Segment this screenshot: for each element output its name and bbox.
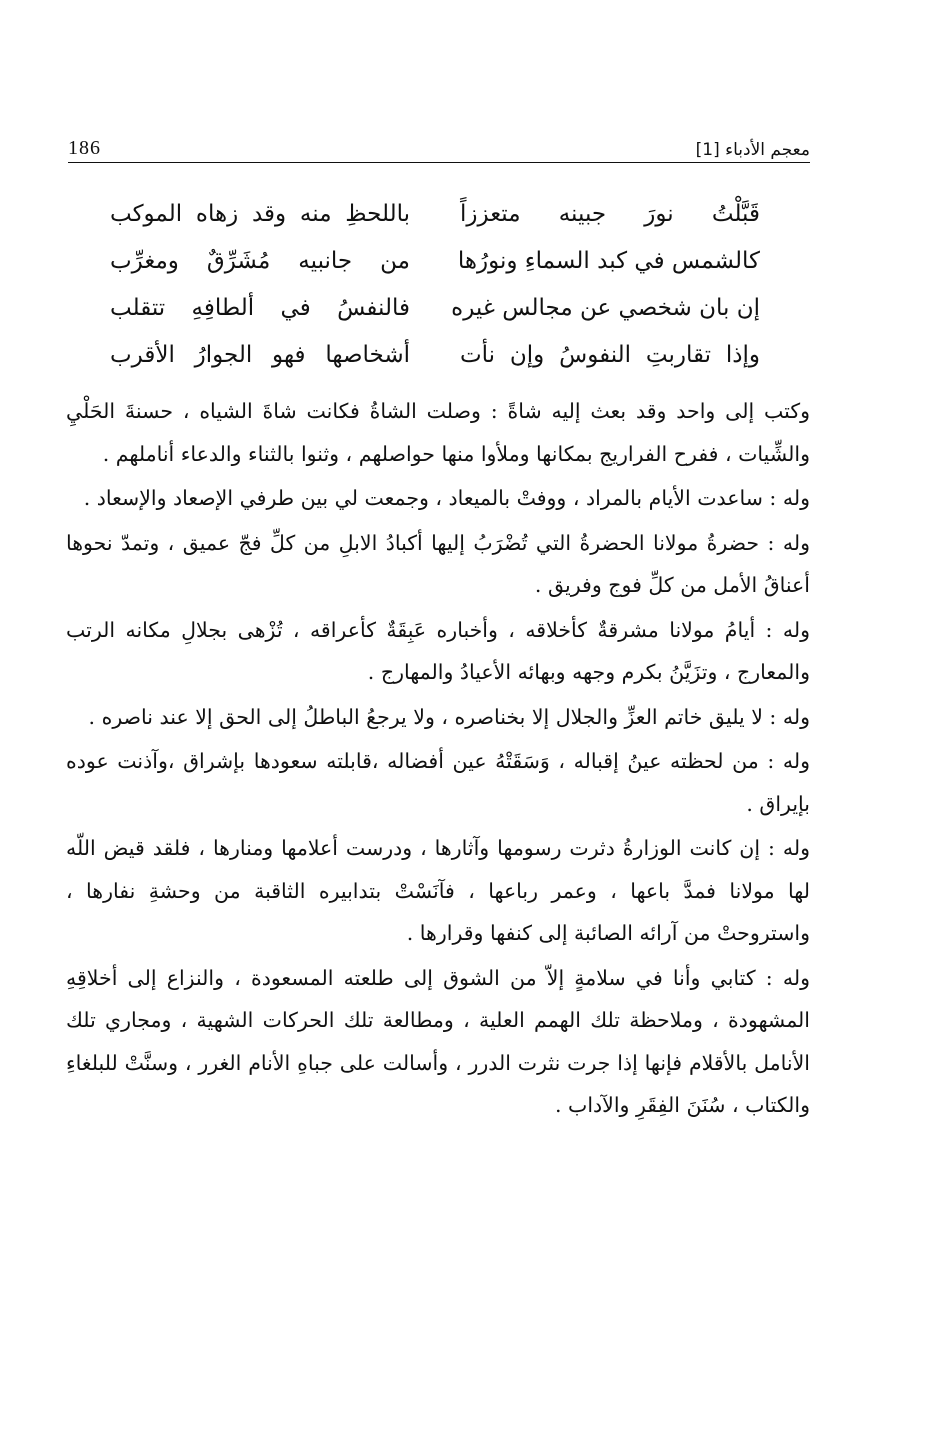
- prose-body: [66, 390, 810, 1127]
- running-title: معجم الأدباء [1]: [695, 140, 810, 160]
- page-header: [68, 128, 810, 160]
- verse-first-hemistich: كالشمس في كبد السماءِ ونورُها: [457, 247, 760, 274]
- paragraph: وله : لا يليق خاتم العزِّ والجلال إلا بخناصره ، ولا يرجعُ الباطلُ إلى الحق إلا عند ناصره .: [88, 704, 810, 729]
- paragraph: وكتب إلى واحد وقد بعث إليه شاةً : وصلت الشاةُ فكانت شاةَ الشياه ، حسنةَ الحَلْيِ والشِّيات ، ففرح الفراريج بمكانها وملأوا منها حواصلهم ، وثنوا بالثناء والدعاء أناملهم .: [66, 399, 810, 466]
- page-number: 186: [68, 137, 101, 159]
- poem-verse: [110, 331, 760, 378]
- paragraph: وله : من لحظته عينُ إقباله ، وَسَقَتْهُ عين أفضاله ،قابلته سعودها بإشراق ،وآذنت عوده بإيراق .: [66, 749, 810, 816]
- poem-block: [110, 190, 760, 378]
- verse-first-hemistich: إن بان شخصي عن مجالس غيره: [451, 294, 760, 321]
- paragraph: وله : ساعدت الأيام بالمراد ، ووفتْ بالميعاد ، وجمعت لي بين طرفي الإصعاد والإسعاد .: [83, 486, 810, 510]
- verse-second-hemistich: باللحظِ منه وقد زهاه الموكب: [110, 200, 410, 227]
- paragraph: وله : إن كانت الوزارةُ دثرت رسومها وآثارها ، ودرست أعلامها ومنارها ، فلقد قيض اللّه لها مولانا فمدَّ باعها ، وعمر رباعها ، فآنَسْتْ بتدابيره الثاقبة من وحشةِ نفارها ، واستروحتْ من آرائه الصائبة إلى كنفها وقرارها .: [66, 836, 810, 945]
- verse-second-hemistich: أشخاصها فهو الجوارُ الأقرب: [110, 341, 410, 368]
- paragraph: وله : كتابي وأنا في سلامةٍ إلاّ من الشوق إلى طلعته المسعودة ، والنزاع إلى أخلاقِهِ المشهودة ، وملاحظة تلك الهمم العلية ، ومطالعة تلك الحركات الشهية ، ومجاري تلك الأنامل بالأقلام فإنها إذا جرت نثرت الدرر ، وأسالت على جباهِ الأنام الغرر ، وسنَّتْ للبلغاءِ والكتاب ، سُنَنَ الفِقَرِ والآداب .: [66, 965, 810, 1117]
- paragraph: وله : حضرةُ مولانا الحضرةُ التي تُضْرَبُ إليها أكبادُ الابلِ من كلِّ فجّ عميق ، وتمدّ نحوها أعناقُ الأمل من كلِّ فوج وفريق .: [66, 530, 810, 597]
- verse-second-hemistich: فالنفسُ في ألطافِهِ تتقلب: [110, 294, 410, 321]
- verse-first-hemistich: قَبَّلْتُ نورَ جبينه متعززاً: [460, 200, 760, 227]
- header-rule: [68, 162, 810, 163]
- paragraph: وله : أيامُ مولانا مشرقةٌ كأخلاقه ، وأخباره عَبِقَةٌ كأعراقه ، تُزْهى بجلالِ مكانه الرتب والمعارج ، وتزَيَّنُ بكرم وجهه وبهائه الأعيادُ والمهارج .: [66, 617, 810, 684]
- poem-verse: [110, 190, 760, 237]
- poem-verse: [110, 284, 760, 331]
- verse-first-hemistich: وإذا تقاربتِ النفوسُ وإن نأت: [460, 341, 760, 368]
- poem-verse: [110, 237, 760, 284]
- verse-second-hemistich: من جانبيه مُشَرِّقٌ ومغرِّب: [110, 247, 410, 274]
